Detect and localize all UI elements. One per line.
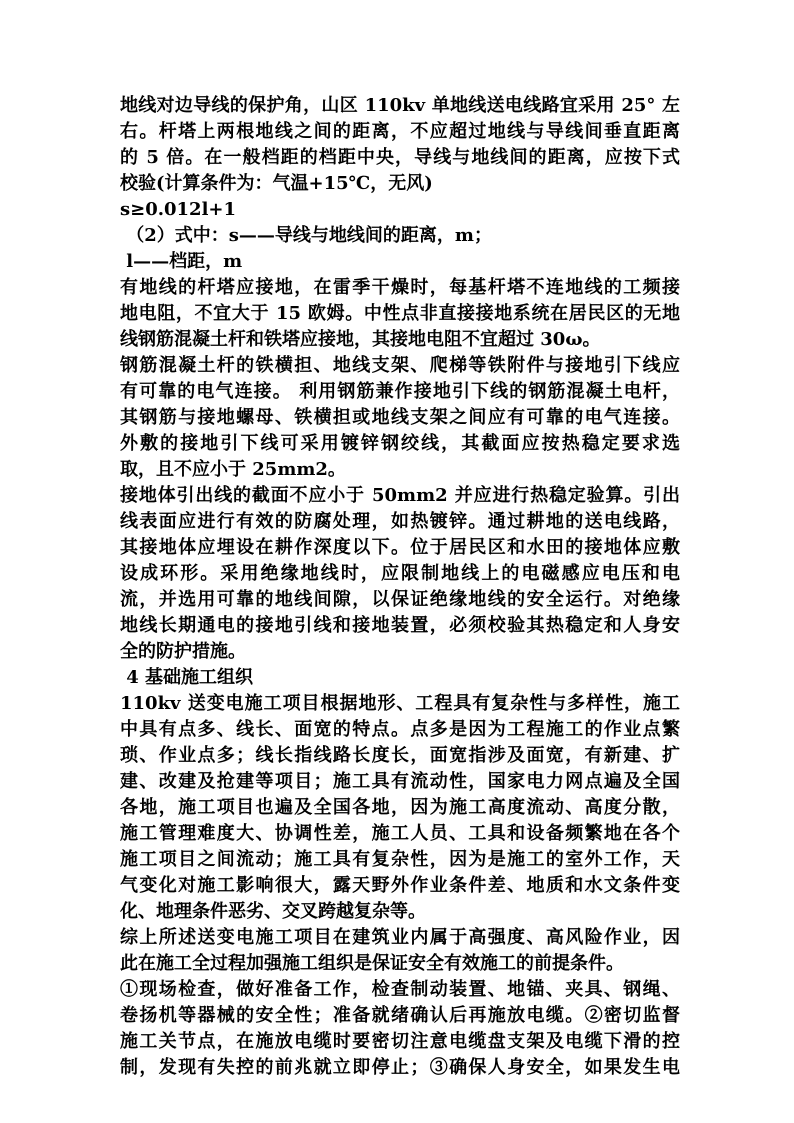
text-line: 其接地体应埋设在耕作深度以下。位于居民区和水田的接地体应敷: [120, 537, 680, 558]
formula-line: s≥0.012l+1: [120, 199, 237, 220]
text-line: 钢筋混凝土杆的铁横担、地线支架、爬梯等铁附件与接地引下线应: [120, 355, 680, 376]
text-line: 施工关节点，在施放电缆时要密切注意电缆盘支架及电缆下滑的控: [120, 1031, 680, 1052]
text-line: 琐、作业点多；线长指线路长度长，面宽指涉及面宽，有新建、扩: [120, 745, 680, 766]
text-line: 中具有点多、线长、面宽的特点。点多是因为工程施工的作业点繁: [120, 719, 680, 740]
text-line: 接地体引出线的截面不应小于 50mm2 并应进行热稳定验算。引出: [120, 485, 680, 506]
text-line: 化、地理条件恶劣、交叉跨越复杂等。: [120, 901, 426, 922]
text-line: 地电阻，不宜大于 15 欧姆。中性点非直接接地系统在居民区的无地: [120, 303, 680, 324]
text-line: 制，发现有失控的前兆就立即停止；③确保人身安全，如果发生电: [120, 1057, 680, 1078]
text-line: 全的防护措施。: [120, 641, 246, 662]
text-line: 校验(计算条件为：气温+15℃，无风): [120, 173, 433, 194]
text-line: 地线长期通电的接地引线和接地装置，必须校验其热稳定和人身安: [120, 615, 680, 636]
text-line: 线钢筋混凝土杆和铁塔应接地，其接地电阻不宜超过 30ω。: [120, 329, 601, 350]
document-body: [120, 93, 680, 1081]
text-line: 综上所述送变电施工项目在建筑业内属于高强度、高风险作业，因: [120, 927, 680, 948]
text-line: 卷扬机等器械的安全性；准备就绪确认后再施放电缆。②密切监督: [120, 1005, 680, 1026]
text-line: 的 5 倍。在一般档距的档距中央，导线与地线间的距离，应按下式: [120, 147, 680, 168]
text-line: 此在施工全过程加强施工组织是保证安全有效施工的前提条件。: [120, 953, 624, 974]
text-line: 气变化对施工影响很大，露天野外作业条件差、地质和水文条件变: [120, 875, 680, 896]
text-line: 施工管理难度大、协调性差，施工人员、工具和设备频繁地在各个: [120, 823, 680, 844]
text-line: ①现场检查，做好准备工作，检查制动装置、地锚、夹具、钢绳、: [120, 979, 680, 1000]
text-line: 地线对边导线的保护角，山区 110kv 单地线送电线路宜采用 25° 左: [120, 95, 680, 116]
text-line: 外敷的接地引下线可采用镀锌钢绞线，其截面应按热稳定要求选: [120, 433, 680, 454]
text-line: 右。杆塔上两根地线之间的距离，不应超过地线与导线间垂直距离: [120, 121, 680, 142]
text-line: 线表面应进行有效的防腐处理，如热镀锌。通过耕地的送电线路，: [120, 511, 680, 532]
text-line: 设成环形。采用绝缘地线时，应限制地线上的电磁感应电压和电: [120, 563, 680, 584]
text-line: l——档距，m: [120, 251, 243, 272]
text-line: 取，且不应小于 25mm2。: [120, 459, 346, 480]
text-line: 有地线的杆塔应接地，在雷季干燥时，每基杆塔不连地线的工频接: [120, 277, 680, 298]
text-line: （2）式中：s——导线与地线间的距离，m；: [120, 225, 492, 246]
text-line: 建、改建及抢建等项目；施工具有流动性，国家电力网点遍及全国: [120, 771, 680, 792]
text-line: 施工项目之间流动；施工具有复杂性，因为是施工的室外工作，天: [120, 849, 680, 870]
text-line: 有可靠的电气连接。 利用钢筋兼作接地引下线的钢筋混凝土电杆，: [120, 381, 680, 402]
text-line: 110kv 送变电施工项目根据地形、工程具有复杂性与多样性，施工: [120, 693, 680, 714]
text-line: 流，并选用可靠的地线间隙，以保证绝缘地线的安全运行。对绝缘: [120, 589, 680, 610]
text-line: 其钢筋与接地螺母、铁横担或地线支架之间应有可靠的电气连接。: [120, 407, 680, 428]
text-line: 各地，施工项目也遍及全国各地，因为施工高度流动、高度分散，: [120, 797, 680, 818]
section-heading: 4 基础施工组织: [120, 667, 254, 688]
